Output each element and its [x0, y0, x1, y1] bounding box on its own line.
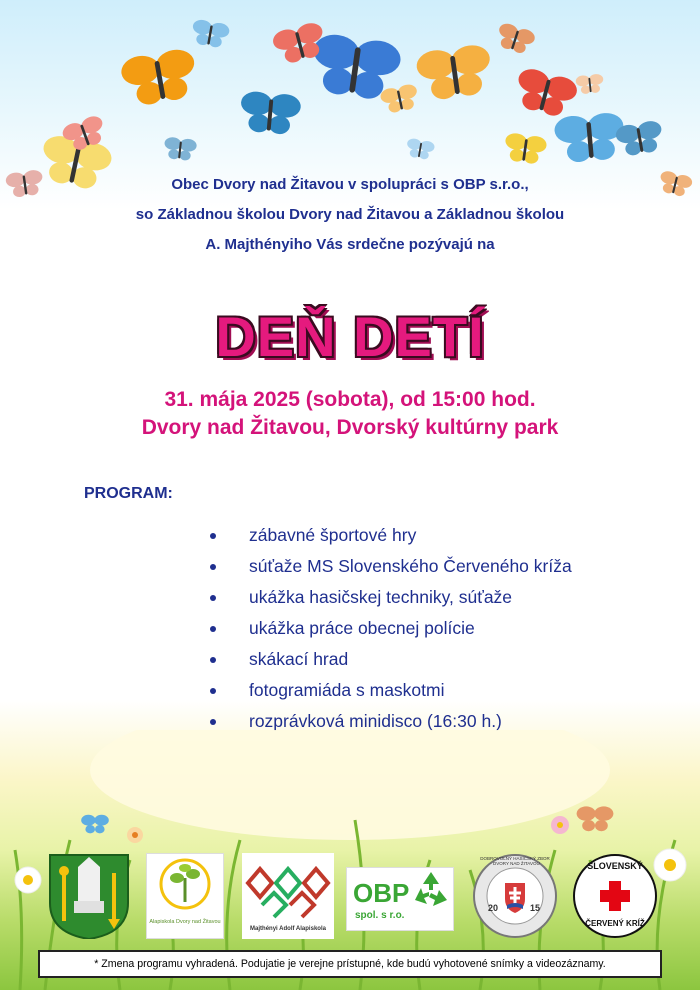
butterfly-icon	[503, 132, 548, 165]
school-caption: Alapiskola Dvory nad Žitavou	[149, 919, 221, 925]
obp-subtitle: spol. s r.o.	[355, 910, 405, 921]
list-item	[206, 644, 572, 675]
program-item-label: skákací hrad	[249, 649, 349, 669]
tree-icon	[147, 854, 223, 914]
bullet-icon	[210, 595, 216, 601]
list-item	[206, 582, 572, 613]
butterfly-icon	[405, 138, 435, 161]
event-title: DEŇ DETÍ	[215, 305, 485, 368]
program-item-label: ukážka hasičskej techniky, súťaže	[249, 587, 513, 607]
bullet-icon	[210, 626, 216, 632]
bullet-icon	[210, 657, 216, 663]
badge-ring-text: DOBROVOĽNÝ HASIČSKÝ ZBOR · DVORY NAD ŽITAVOU	[480, 856, 550, 866]
footnote: * Zmena programu vyhradená. Podujatie je verejne prístupné, kde budú vyhotovené snímky a videozáznamy.	[38, 950, 662, 978]
flower-icon	[127, 827, 143, 843]
firefighters-badge	[472, 853, 558, 939]
list-item	[206, 613, 572, 644]
butterfly-icon	[415, 43, 495, 102]
program-item-label: rozprávková minidisco (16:30 h.)	[249, 711, 502, 731]
red-cross-logo	[572, 853, 658, 939]
red-cross-top-text: SLOVENSKÝ	[587, 861, 643, 871]
partner-logos	[0, 853, 700, 943]
bullet-icon	[210, 564, 216, 570]
butterfly-icon	[553, 112, 626, 164]
school-logo	[242, 853, 334, 939]
coat-of-arms-icon	[48, 853, 130, 939]
list-item	[206, 675, 572, 706]
flower-icon	[551, 816, 569, 834]
obp-logo	[346, 867, 454, 931]
badge-year-left: 20	[488, 903, 499, 913]
program-heading: PROGRAM:	[84, 485, 173, 502]
program-item-label: súťaže MS Slovenského Červeného kríža	[249, 556, 572, 576]
butterfly-icon	[190, 18, 231, 49]
school-logo	[146, 853, 224, 939]
butterfly-icon	[163, 136, 197, 161]
butterfly-icon	[577, 806, 614, 831]
butterfly-icon	[494, 21, 537, 56]
list-item	[206, 551, 572, 582]
pattern-icon	[242, 853, 334, 921]
list-item	[206, 520, 572, 551]
program-item-label: ukážka práce obecnej polície	[249, 618, 475, 638]
bullet-icon	[210, 533, 216, 539]
intro-line-1: Obec Dvory nad Žitavou v spolupráci s OBP s.r.o.,	[171, 176, 529, 193]
program-list	[206, 520, 572, 737]
red-cross-bottom-text: ČERVENÝ KRÍŽ	[585, 919, 645, 928]
butterfly-icon	[239, 90, 302, 135]
butterfly-icon	[379, 83, 420, 115]
event-place: Dvory nad Žitavou, Dvorský kultúrny park	[141, 416, 559, 439]
butterfly-icon	[119, 47, 200, 109]
bullet-icon	[210, 719, 216, 725]
intro-line-2: so Základnou školou Dvory nad Žitavou a Základnou školou	[135, 206, 565, 223]
school-caption: Majthényi Adolf Alapiskola	[250, 926, 326, 932]
bullet-icon	[210, 688, 216, 694]
butterfly-icon	[575, 73, 604, 94]
intro-line-3: A. Majthényiho Vás srdečne pozývajú na	[205, 236, 495, 253]
obp-name: OBP	[353, 878, 410, 908]
butterfly-icon	[511, 66, 579, 120]
event-date: 31. mája 2025 (sobota), od 15:00 hod.	[164, 388, 536, 411]
badge-year-right: 15	[530, 903, 541, 913]
program-item-label: fotogramiáda s maskotmi	[249, 680, 445, 700]
butterfly-icon	[81, 815, 109, 834]
program-item-label: zábavné športové hry	[249, 525, 417, 545]
recycle-icon	[411, 870, 451, 910]
